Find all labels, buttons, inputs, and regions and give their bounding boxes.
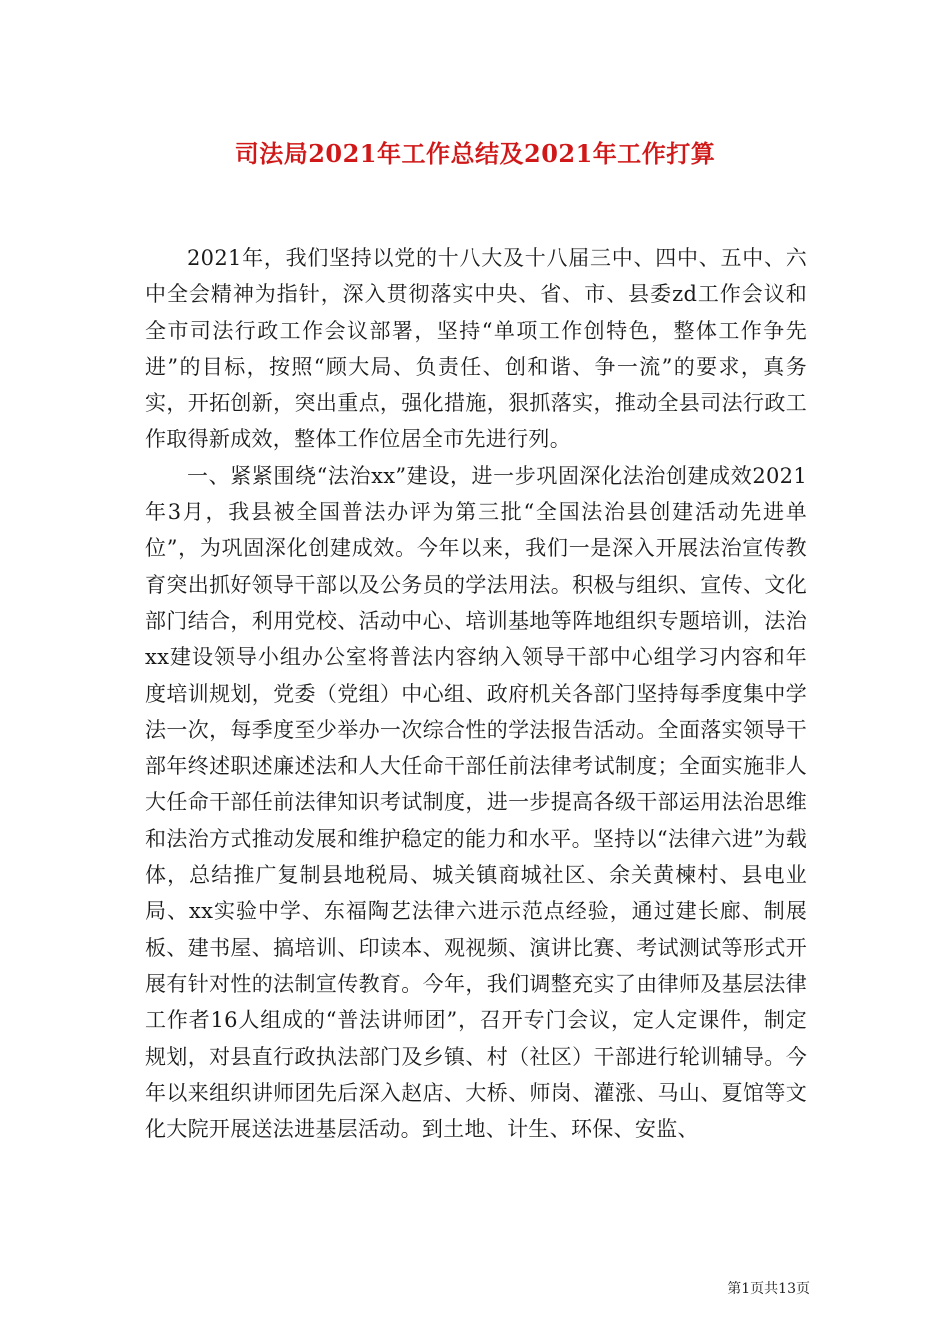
document-title: 司法局2021年工作总结及2021年工作打算	[234, 139, 716, 168]
page-number: 第1页共13页	[727, 1281, 810, 1297]
paragraph-section-one: 一、紧紧围绕“法治xx”建设，进一步巩固深化法治创建成效2021年3月，我县被全国普法办评为第三批“全国法治县创建活动先进单位”，为巩固深化创建成效。今年以来，我们一是深入开展法治宣传教育突出抓好领导干部以及公务员的学法用法。积极与组织、宣传、文化部门结合，利用党校、活动中心、培训基地等阵地组织专题培训，法治xx建设领导小组办公室将普法内容纳入领导干部中心组学习内容和年度培训规划，党委（党组）中心组、政府机关各部门坚持每季度集中学法一次，每季度至少举办一次综合性的学法报告活动。全面落实领导干部年终述职述廉述法和人大任命干部任前法律考试制度；全面实施非人大任命干部任前法律知识考试制度，进一步提高各级干部运用法治思维和法治方式推动发展和维护稳定的能力和水平。坚持以“法律六进”为载体，总结推广复制县地税局、城关镇商城社区、余关黄楝村、县电业局、xx实验中学、东福陶艺法律六进示范点经验，通过建长廊、制展板、建书屋、搞培训、印读本、观视频、演讲比赛、考试测试等形式开展有针对性的法制宣传教育。今年，我们调整充实了由律师及基层法律工作者16人组成的“普法讲师团”，召开专门会议，定人定课件，制定规划，对县直行政执法部门及乡镇、村（社区）干部进行轮训辅导。今年以来组织讲师团先后深入赵店、大桥、师岗、灌涨、马山、夏馆等文化大院开展送法进基层活动。到土地、计生、环保、安监、	[145, 463, 807, 1142]
paragraph-intro: 2021年，我们坚持以党的十八大及十八届三中、四中、五中、六中全会精神为指针，深入贯彻落实中央、省、市、县委zd工作会议和全市司法行政工作会议部署，坚持“单项工作创特色，整体工作争先进”的目标，按照“顾大局、负责任、创和谐、争一流”的要求，真务实，开拓创新，突出重点，强化措施，狠抓落实，推动全县司法行政工作取得新成效，整体工作位居全市先进行列。	[145, 246, 807, 452]
document-body	[145, 240, 807, 1147]
